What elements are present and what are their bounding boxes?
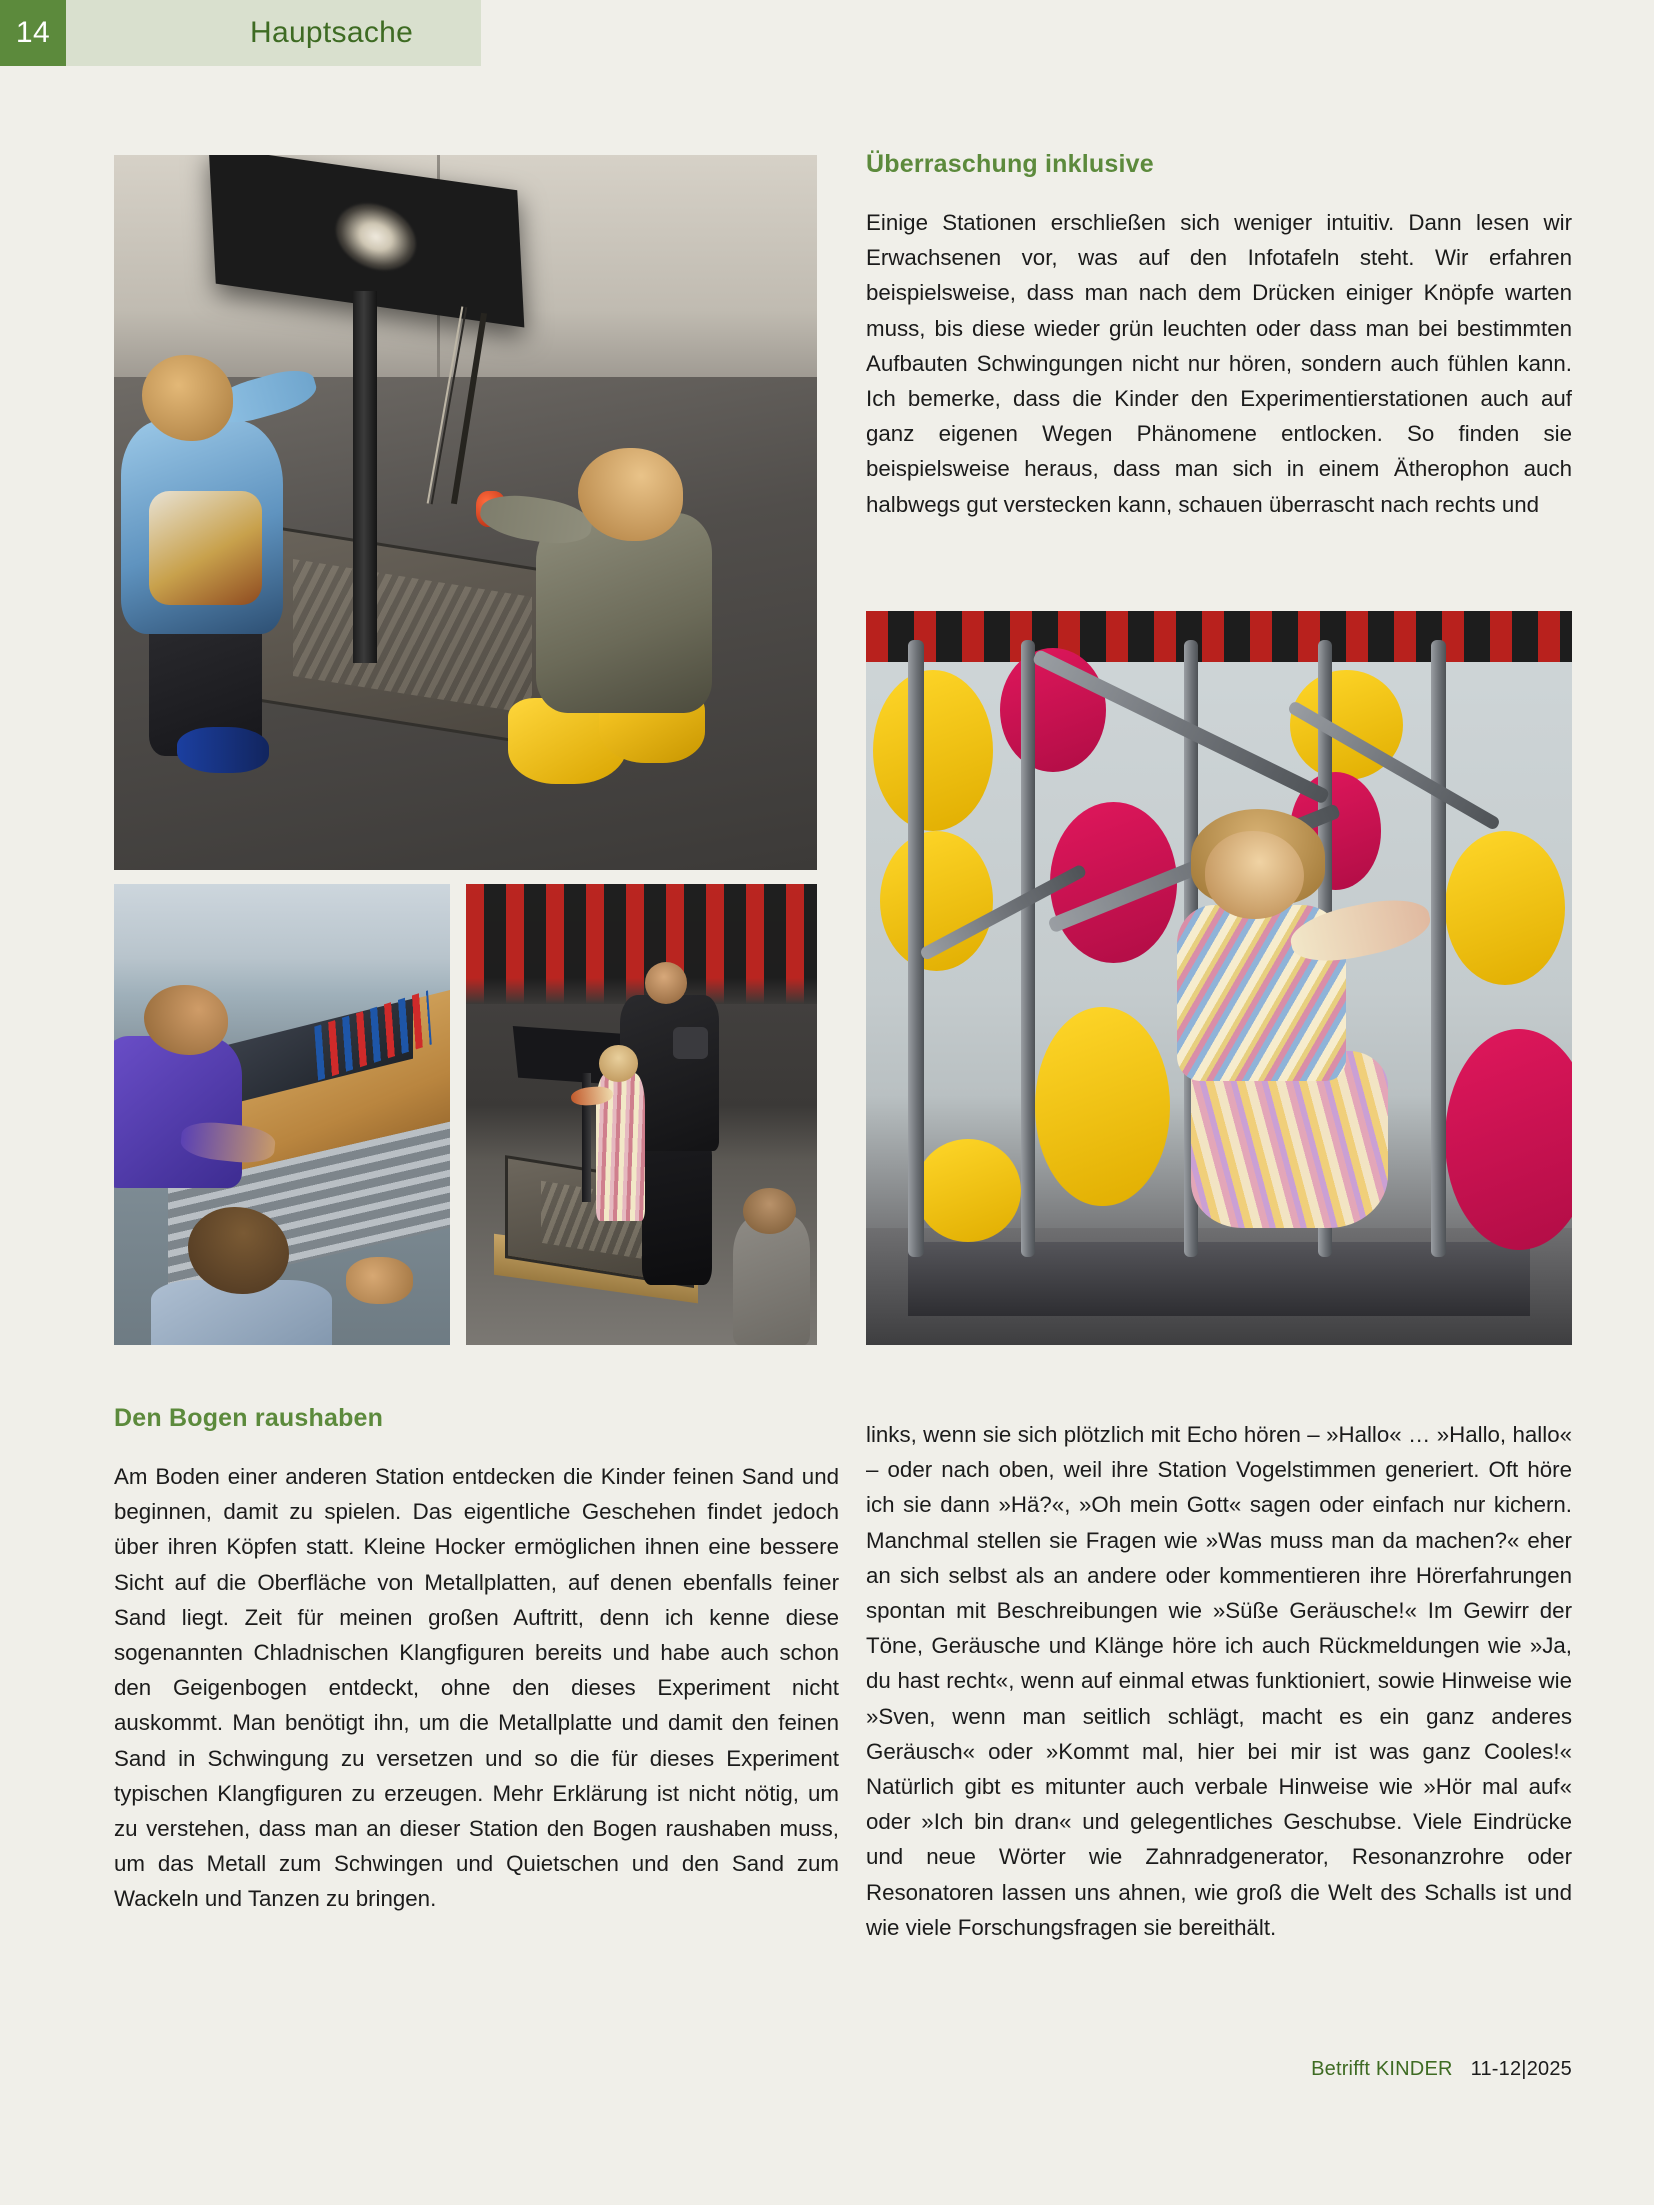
page-header <box>0 0 1654 66</box>
footer-magazine-name: Betrifft KINDER <box>1311 2058 1453 2080</box>
right-paragraph-1: Einige Stationen erschließen sich weniger intuitiv. Dann lesen wir Erwachsenen vor, was auf den Infotafeln steht. Wir erfahren beispielsweise, dass man nach dem Drücken einiger Knöpfe warten muss, bis diese wieder grün leuchten oder dass man bei bestimmten Aufbauten Schwingungen nicht nur hören, sondern auch fühlen kann. Ich bemerke, dass die Kinder den Experimentierstationen auch auf ganz eigenen Wegen Phänomene entlocken. So finden sie beispielsweise heraus, dass man sich in einem Ätherophon auch halbwegs gut verstecken kann, schauen überrascht nach rechts und <box>866 210 1572 517</box>
photo-sound-table <box>114 884 450 1345</box>
section-title: Hauptsache <box>250 16 414 49</box>
photo-chladni <box>466 884 817 1345</box>
right-column-bottom <box>866 1417 1572 1945</box>
left-paragraph-1: Am Boden einer anderen Station entdecken die Kinder feinen Sand und beginnen, damit zu spielen. Das eigentliche Geschehen findet jedoch über ihren Köpfen statt. Kleine Hocker ermöglichen ihnen eine bessere Sicht auf die Oberfläche von Metallplatten, auf denen ebenfalls feiner Sand liegt. Zeit für meinen großen Auftritt, denn ich kenne diese sogenannten Chladnischen Klangfiguren bereits und habe auch schon den Geigenbogen entdeckt, ohne den dieses Experiment nicht auskommt. Man benötigt ihn, um die Metallplatte und damit den feinen Sand in Schwingung zu versetzen und so die für dieses Experiment typischen Klangfiguren zu erzeugen. Mehr Erklärung ist nicht nötig, um zu verstehen, dass man an dieser Station den Bogen raushaben muss, um das Metall zum Schwingen und Quietschen und den Sand zum Wackeln und Tanzen zu bringen. <box>114 1464 839 1912</box>
page-number: 14 <box>15 16 51 49</box>
right-column-top <box>866 150 1572 522</box>
photo-sand-table <box>114 155 817 870</box>
page-footer <box>866 2058 1572 2081</box>
left-column-bottom <box>114 1404 839 1917</box>
right-paragraph-2: links, wenn sie sich plötzlich mit Echo hören – »Hallo« … »Hallo, hallo« – oder nach oben, weil ihre Station Vogelstimmen generiert. Oft höre ich sie dann »Hä?«, »Oh mein Gott« sagen oder einfach nur kichern. Manchmal stellen sie Fragen wie »Was muss man da machen?« eher an sich selbst als an andere oder kommentieren ihre Hörerfahrungen spontan mit Beschreibungen wie »Süße Geräusche!« Im Gewirr der Töne, Geräusche und Klänge höre ich auch Rückmeldungen wie »Ja, du hast recht«, wenn auf einmal etwas funktioniert, sowie Hinweise wie »Sven, wenn man seitlich schlägt, macht es ein ganz anderes Geräusch« oder »Kommt mal, hier bei mir ist was ganz Cooles!« Natürlich gibt es mitunter auch verbale Hinweise wie »Hör mal auf« oder »Ich bin dran« und gelegentliches Geschubse. Viele Eindrücke und neue Wörter wie Zahnradgenerator, Resonanzrohre oder Resonatoren lassen uns ahnen, wie groß die Welt des Schalls ist und wie viele Forschungsfragen sie bereithält. <box>866 1422 1572 1940</box>
photo-discs <box>866 611 1572 1345</box>
left-subhead: Den Bogen raushaben <box>114 1404 384 1432</box>
right-subhead: Überraschung inklusive <box>866 150 1154 178</box>
footer-issue: 11-12|2025 <box>1470 2058 1572 2080</box>
